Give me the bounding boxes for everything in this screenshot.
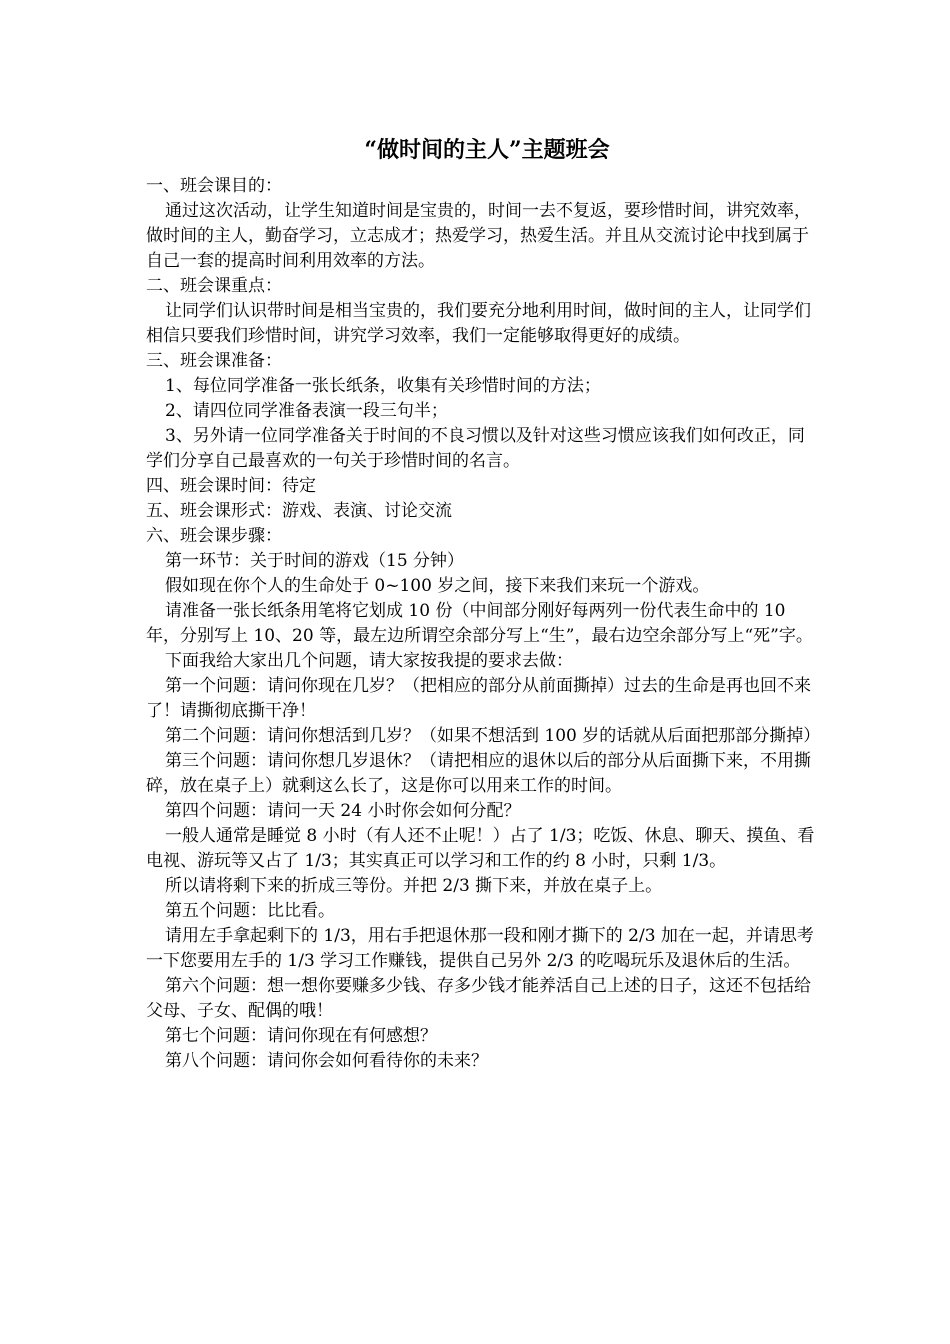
body-paragraph: 通过这次活动，让学生知道时间是宝贵的，时间一去不复返，要珍惜时间，讲究效率，做时间的主人，勤奋学习，立志成才；热爱学习，热爱生活。并且从交流讨论中找到属于自己一套的提高时间利用效率的方法。 bbox=[146, 201, 811, 271]
body-paragraph: 假如现在你个人的生命处于 0~100 岁之间，接下来我们来玩一个游戏。 bbox=[165, 576, 710, 596]
body-paragraph: 请准备一张长纸条用笔将它划成 10 份（中间部分刚好每两列一份代表生命中的 10 年，分别写上 10、20 等，最左边所谓空余部分写上“生”，最右边空余部分写上“死”字。 bbox=[146, 601, 813, 646]
document-page bbox=[146, 132, 821, 1074]
body-paragraph: 第一个问题：请问你现在几岁？（把相应的部分从前面撕掉）过去的生命是再也回不来了！请撕彻底撕干净！ bbox=[146, 676, 811, 721]
section-heading: 四、班会课时间：待定 bbox=[146, 476, 316, 496]
body-paragraph: 第三个问题：请问你想几岁退休？（请把相应的退休以后的部分从后面撕下来，不用撕碎，放在桌子上）就剩这么长了，这是你可以用来工作的时间。 bbox=[146, 751, 811, 796]
body-paragraph: 3、另外请一位同学准备关于时间的不良习惯以及针对这些习惯应该我们如何改正，同学们分享自己最喜欢的一句关于珍惜时间的名言。 bbox=[146, 426, 805, 471]
body-paragraph: 让同学们认识带时间是相当宝贵的，我们要充分地利用时间，做时间的主人，让同学们相信只要我们珍惜时间，讲究学习效率，我们一定能够取得更好的成绩。 bbox=[146, 301, 811, 346]
body-paragraph: 第四个问题：请问一天 24 小时你会如何分配？ bbox=[165, 801, 521, 821]
section-heading: 六、班会课步骤： bbox=[146, 526, 282, 546]
document-title: “做时间的主人”主题班会 bbox=[364, 137, 610, 163]
body-paragraph: 第八个问题：请问你会如何看待你的未来？ bbox=[165, 1051, 488, 1071]
body-paragraph: 第七个问题：请问你现在有何感想？ bbox=[165, 1026, 437, 1046]
body-paragraph: 所以请将剩下来的折成三等份。并把 2/3 撕下来，并放在桌子上。 bbox=[165, 876, 663, 896]
body-paragraph: 一般人通常是睡觉 8 小时（有人还不止呢！）占了 1/3；吃饭、休息、聊天、摸鱼、看电视、游玩等又占了 1/3；其实真正可以学习和工作的约 8 小时，只剩 1/3。 bbox=[146, 826, 815, 871]
body-paragraph: 第六个问题：想一想你要赚多少钱、存多少钱才能养活自己上述的日子，这还不包括给父母、子女、配偶的哦！ bbox=[146, 976, 811, 1021]
body-paragraph: 1、每位同学准备一张长纸条，收集有关珍惜时间的方法； bbox=[165, 376, 601, 396]
body-paragraph: 下面我给大家出几个问题，请大家按我提的要求去做： bbox=[165, 651, 573, 671]
section-heading: 一、班会课目的： bbox=[146, 176, 282, 196]
section-heading: 二、班会课重点： bbox=[146, 276, 282, 296]
body-paragraph: 请用左手拿起剩下的 1/3，用右手把退休那一段和刚才撕下的 2/3 加在一起，并请思考一下您要用左手的 1/3 学习工作赚钱，提供自己另外 2/3 的吃喝玩乐及退休后的生活。 bbox=[146, 926, 814, 971]
section-heading: 三、班会课准备： bbox=[146, 351, 282, 371]
section-heading: 五、班会课形式：游戏、表演、讨论交流 bbox=[146, 501, 452, 521]
document-body bbox=[146, 174, 821, 1074]
body-paragraph: 第二个问题：请问你想活到几岁？（如果不想活到 100 岁的话就从后面把那部分撕掉） bbox=[165, 726, 821, 746]
body-paragraph: 2、请四位同学准备表演一段三句半； bbox=[165, 401, 448, 421]
body-paragraph: 第一环节：关于时间的游戏（15 分钟） bbox=[165, 551, 465, 571]
body-paragraph: 第五个问题：比比看。 bbox=[165, 901, 335, 921]
